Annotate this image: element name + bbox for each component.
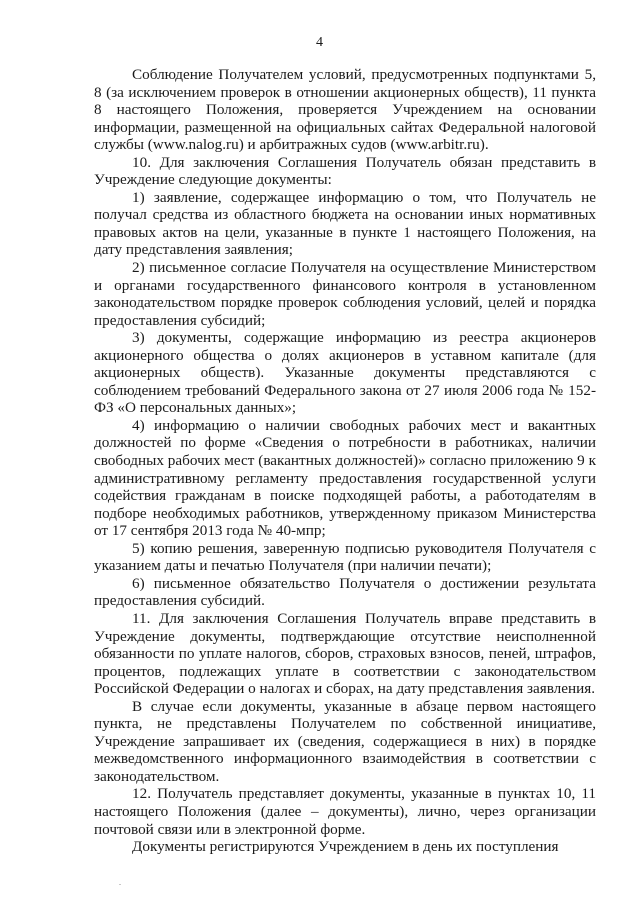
paragraph: 12. Получатель представляет документы, указанные в пунктах 10, 11 настоящего Положения (далее – документы), лично, через организации почтовой связи или в электронной форме. <box>94 785 596 838</box>
paragraph: Документы регистрируются Учреждением в день их поступления <box>132 838 559 856</box>
paragraph: 5) копию решения, заверенную подписью руководителя Получателя с указанием даты и печатью Получателя (при наличии печати); <box>94 539 596 575</box>
document-body <box>94 66 596 856</box>
paragraph: Соблюдение Получателем условий, предусмотренных подпунктами 5, 8 (за исключением проверок в отношении акционерных обществ), 11 пункта 8 настоящего Положения, проверяется Учреждением на основании информации, размещенной на официальных сайтах Федеральной налоговой службы (www.nalog.ru) и арбитражных судов (www.arbitr.ru). <box>94 66 596 154</box>
paragraph: 10. Для заключения Соглашения Получатель обязан представить в Учреждение следующие документы: <box>94 153 596 189</box>
paragraph: 2) письменное согласие Получателя на осуществление Министерством и органами государственного финансового контроля в установленном законодательством порядке проверок соблюдения условий, целей и порядка предоставления субсидий; <box>94 259 596 329</box>
paragraph: 6) письменное обязательство Получателя о достижении результата предоставления субсидий. <box>94 574 596 610</box>
paragraph: 4) информацию о наличии свободных рабочих мест и вакантных должностей по форме «Сведения о потребности в работниках, наличии свободных рабочих мест (вакантных должностей)» согласно приложению 9 к административному регламенту предоставления государственной услуги содействия гражданам в поиске подходящей работы, а работодателям в подборе необходимых работников, утвержденному приказом Министерства от 17 сентября 2013 года № 40-мпр; <box>94 416 596 540</box>
scan-speck <box>119 884 121 885</box>
paragraph: 11. Для заключения Соглашения Получатель вправе представить в Учреждение документы, подтверждающие отсутствие неисполненной обязанности по уплате налогов, сборов, страховых взносов, пеней, штрафов, процентов, подлежащих уплате в соответствии с законодательством Российской Федерации о налогах и сборах, на дату представления заявления. <box>94 609 596 698</box>
paragraph: 3) документы, содержащие информацию из реестра акционеров акционерного общества о долях акционеров в уставном капитале (для акционерных обществ). Указанные документы представляются с соблюдением требований Федерального закона от 27 июля 2006 года № 152-ФЗ «О персональных данных»; <box>94 329 596 417</box>
page-number: 4 <box>316 35 323 50</box>
paragraph: В случае если документы, указанные в абзаце первом настоящего пункта, не представлены Получателем по собственной инициативе, Учреждение запрашивает их (сведения, содержащиеся в них) в порядке межведомственного информационного взаимодействия в соответствии с законодательством. <box>94 697 596 785</box>
paragraph: 1) заявление, содержащее информацию о том, что Получатель не получал средства из областного бюджета на основании иных нормативных правовых актов на цели, указанные в пункте 1 настоящего Положения, на дату представления заявления; <box>94 188 596 259</box>
